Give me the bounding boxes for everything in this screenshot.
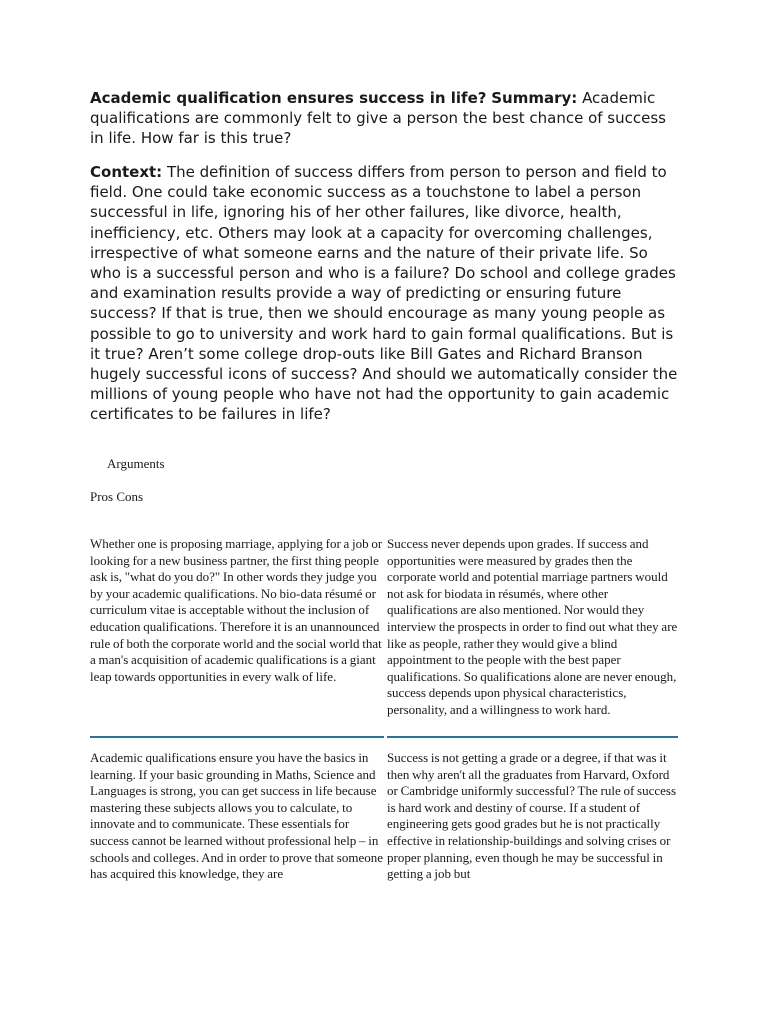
argument-pro-2: Academic qualifications ensure you have the basics in learning. If your basic grounding in Maths, Science and Languages is strong, you can get success in life because mastering these subjects allows you to calculate, to innovate and to communicate. These essentials for success cannot be learned without professional help – in schools and colleges. And in order to prove that someone has acquired this knowledge, they are (90, 750, 383, 882)
argument-con-1: Success never depends upon grades. If success and opportunities were measured by grades then the corporate world and potential marriage partners would not ask for biodata in résumés, where other qualifications are also mentioned. Nor would they interview the prospects in order to find out what they are like as people, rather they would give a blind appointment to the people with the best paper qualifications. So qualifications alone are never enough, success depends upon physical characteristics, personality, and a willingness to work hard. (387, 536, 678, 717)
context-text: The definition of success differs from person to person and field to field. One could take economic success as a touchstone to label a person successful in life, ignoring his of her other failures, like divorce, health, inefficiency, etc. Others may look at a capacity for overcoming challenges, irrespective of what someone earns and the nature of their private life. So who is a successful person and who is a failure? Do school and college grades and examination results provide a way of predicting or ensuring future success? If that is true, then we should encourage as many young people as possible to go to university and work hard to gain formal qualifications. But is it true? Aren’t some college drop-outs like Bill Gates and Richard Branson hugely successful icons of success? And should we automatically consider the millions of young people who have not had the opportunity to gain academic certificates to be failures in life? (90, 163, 678, 424)
row-divider-right (387, 736, 678, 738)
document-title: Academic qualification ensures success in life? (90, 89, 487, 107)
row-divider-left (90, 736, 384, 738)
context-paragraph (90, 162, 680, 425)
summary-paragraph (90, 88, 680, 148)
argument-pro-1: Whether one is proposing marriage, applying for a job or looking for a new business partner, the first thing people ask is, "what do you do?" In other words they judge you by your academic qualifications. No bio-data résumé or curriculum vitae is acceptable without the inclusion of education qualifications. Therefore it is an unannounced rule of both the corporate world and the social world that a man's acquisition of academic qualifications is a giant leap towards opportunities in every walk of life. (90, 536, 383, 684)
argument-con-2: Success is not getting a grade or a degree, if that was it then why aren't all the graduates from Harvard, Oxford or Cambridge uniformly successful? The rule of success is hard work and destiny of course. If a student of engineering gets good grades but he is not practically effective in relationship-buildings and solving crises or proper planning, even though he may be successful in getting a job but (387, 750, 677, 882)
summary-text: Academic qualifications are commonly felt to give a person the best chance of success in life. How far is this true? (90, 89, 666, 147)
arguments-heading: Arguments (107, 456, 165, 471)
context-label: Context: (90, 163, 163, 181)
summary-label: Summary: (491, 89, 578, 107)
pros-cons-heading: Pros Cons (90, 489, 144, 504)
